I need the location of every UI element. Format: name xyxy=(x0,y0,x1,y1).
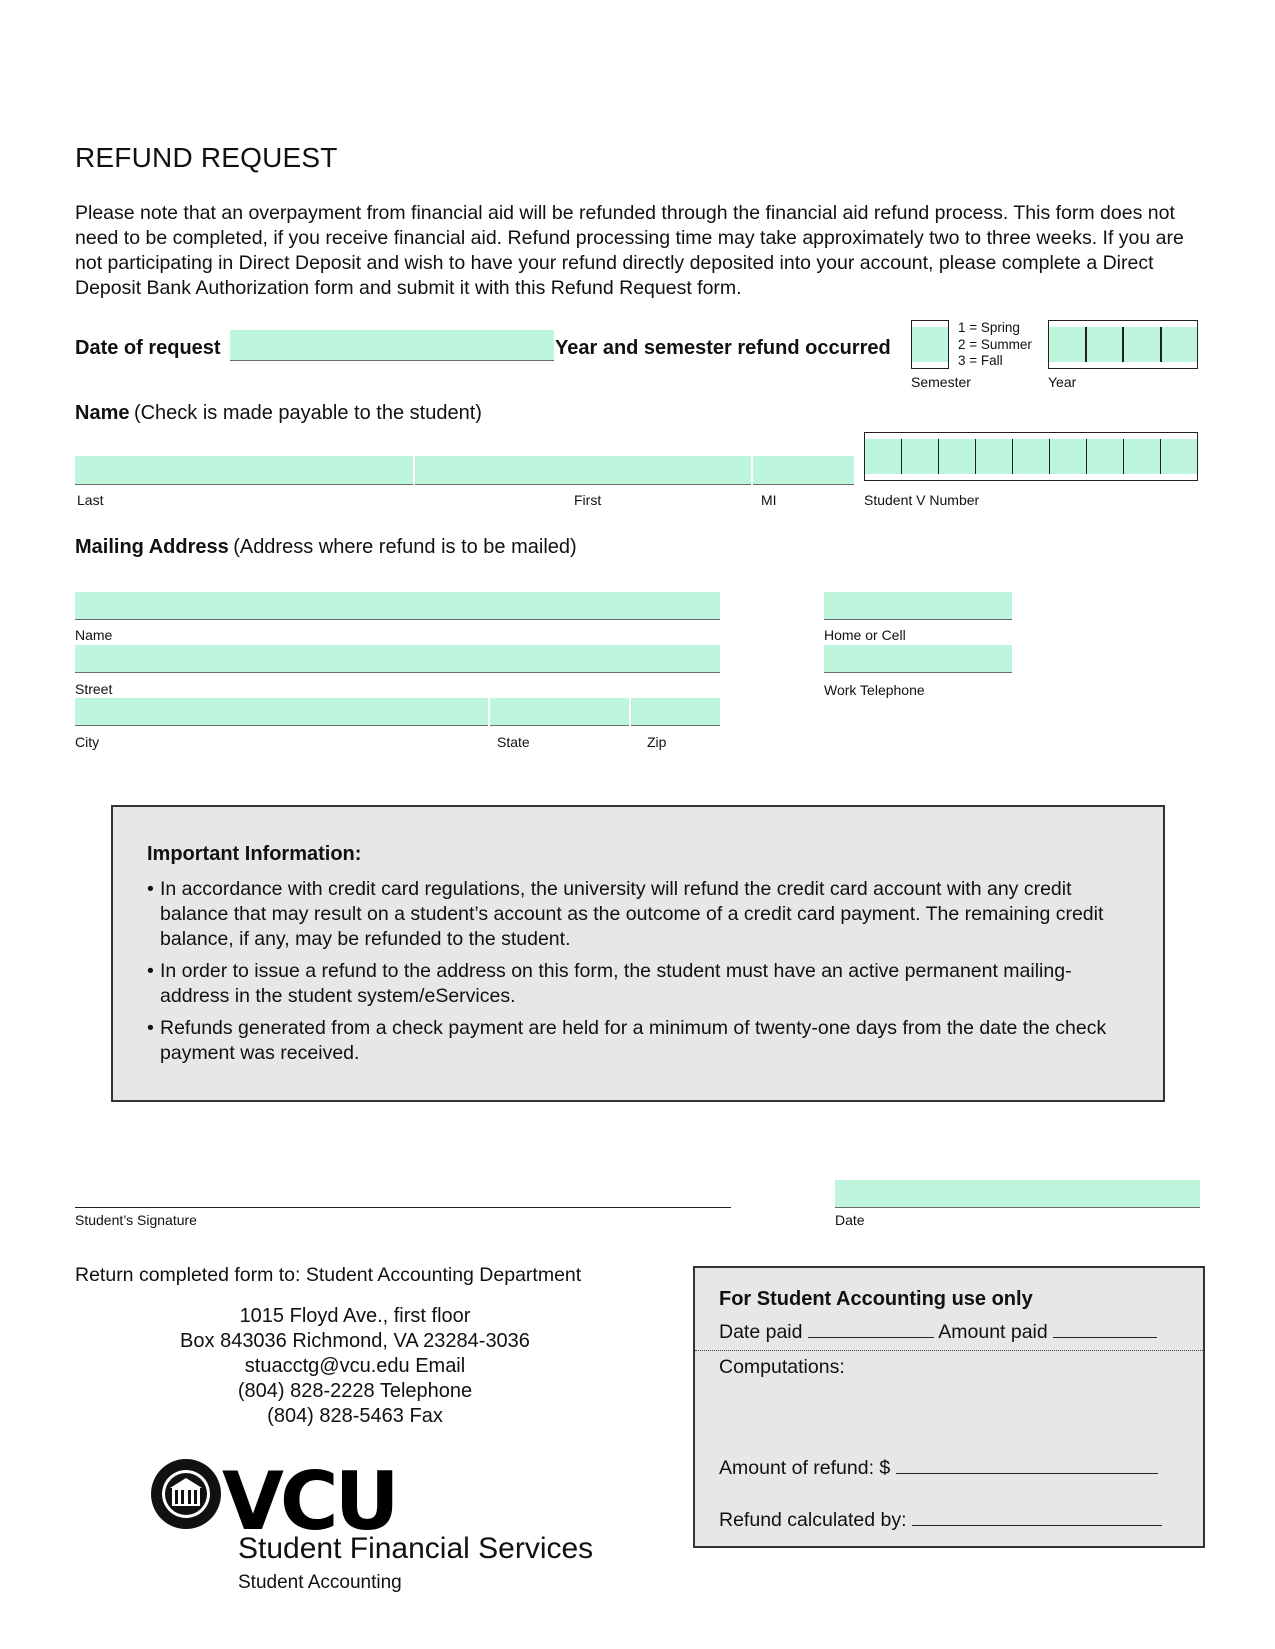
home-phone-label: Home or Cell xyxy=(824,627,906,643)
calculated-by-line[interactable] xyxy=(912,1508,1162,1526)
return-to-text: Return completed form to: Student Accounting Department xyxy=(75,1264,582,1286)
signature-label: Student’s Signature xyxy=(75,1212,197,1228)
address-line: 1015 Floyd Ave., first floor xyxy=(239,1305,471,1327)
year-caption: Year xyxy=(1048,374,1077,390)
legend-fall: 3 = Fall xyxy=(958,353,1003,368)
city-label: City xyxy=(75,734,100,750)
work-phone-label: Work Telephone xyxy=(824,682,925,698)
calculated-by-label: Refund calculated by: xyxy=(719,1509,907,1531)
state-label: State xyxy=(497,734,530,750)
year-digit-4[interactable] xyxy=(1161,327,1198,362)
v-digit[interactable] xyxy=(1160,439,1197,474)
semester-legend xyxy=(958,320,1032,370)
legend-summer: 2 = Summer xyxy=(958,336,1032,352)
amount-paid-line[interactable] xyxy=(1053,1320,1157,1338)
address-line: Box 843036 Richmond, VA 23284-3036 xyxy=(180,1330,530,1352)
v-digit[interactable] xyxy=(938,439,975,474)
work-phone-field[interactable] xyxy=(824,645,1012,673)
zip-field[interactable] xyxy=(631,698,720,726)
office-use-box xyxy=(693,1266,1205,1548)
student-v-number-label: Student V Number xyxy=(864,492,980,508)
return-address xyxy=(140,1304,570,1429)
dotted-divider xyxy=(695,1350,1203,1351)
page-title: REFUND REQUEST xyxy=(75,142,338,173)
important-item: • In order to issue a refund to the address on this form, the student must have an active permanent mailing-address in the student system/eServices. xyxy=(147,959,1127,1009)
first-name-field[interactable] xyxy=(415,456,751,485)
important-info-box xyxy=(111,805,1165,1102)
legend-spring: 1 = Spring xyxy=(958,320,1020,335)
v-digit[interactable] xyxy=(1049,439,1086,474)
state-field[interactable] xyxy=(490,698,629,726)
name-heading-bold: Name xyxy=(75,402,130,424)
date-of-request-field[interactable] xyxy=(230,330,554,361)
zip-label: Zip xyxy=(647,734,667,750)
year-digit-2[interactable] xyxy=(1086,327,1124,362)
signature-date-field[interactable] xyxy=(835,1180,1200,1208)
street-field[interactable] xyxy=(75,645,720,673)
amount-refund-line[interactable] xyxy=(896,1456,1158,1474)
intro-paragraph: Please note that an overpayment from financial aid will be refunded through the financial aid refund process. This form does not need to be completed, if you receive financial aid. Refund processing time may take approximately two to three weeks. If you are not participating in Direct Deposit and wish to have your refund directly deposited into your account, please complete a Direct Deposit Bank Authorization form and submit it with this Refund Request form. xyxy=(75,202,1184,299)
date-paid-row xyxy=(719,1320,1157,1344)
mailing-address-note: (Address where refund is to be mailed) xyxy=(233,536,577,558)
important-item: • Refunds generated from a check payment are held for a minimum of twenty-one days from the date the check payment was received. xyxy=(147,1016,1127,1066)
year-digit-1[interactable] xyxy=(1049,327,1086,362)
mi-label: MI xyxy=(761,492,777,508)
v-digit[interactable] xyxy=(975,439,1012,474)
city-field[interactable] xyxy=(75,698,488,726)
mailing-address-heading xyxy=(75,536,577,559)
amount-refund-row xyxy=(719,1456,1158,1480)
computations-label: Computations: xyxy=(719,1356,845,1378)
year-digit-3[interactable] xyxy=(1123,327,1161,362)
email-line: stuacctg@vcu.edu Email xyxy=(244,1355,466,1377)
semester-box[interactable] xyxy=(911,320,949,369)
v-digit[interactable] xyxy=(1086,439,1123,474)
semester-caption: Semester xyxy=(911,374,971,390)
home-phone-field[interactable] xyxy=(824,592,1012,620)
important-info-list xyxy=(147,877,1127,1073)
amount-refund-label: Amount of refund: $ xyxy=(719,1457,891,1479)
vcu-seal-icon xyxy=(150,1458,222,1530)
important-item: • In accordance with credit card regulations, the university will refund the credit card account with any credit balance that may result on a student’s account as the outcome of a credit card payment. The remaining credit balance, if any, may be refunded to the student. xyxy=(147,877,1127,952)
unit-name: Student Financial Services xyxy=(238,1532,594,1565)
signature-date-label: Date xyxy=(835,1212,865,1228)
date-of-request-label: Date of request xyxy=(75,337,221,359)
year-boxes[interactable] xyxy=(1048,320,1198,369)
amount-paid-label: Amount paid xyxy=(938,1321,1048,1343)
last-name-field[interactable] xyxy=(75,456,413,485)
date-paid-line[interactable] xyxy=(808,1320,934,1338)
last-label: Last xyxy=(77,492,104,508)
mailing-address-bold: Mailing Address xyxy=(75,536,229,558)
name-heading xyxy=(75,402,482,425)
v-digit[interactable] xyxy=(901,439,938,474)
v-digit[interactable] xyxy=(865,439,901,474)
v-digit[interactable] xyxy=(1123,439,1160,474)
mail-name-field[interactable] xyxy=(75,592,720,620)
office-use-heading: For Student Accounting use only xyxy=(719,1288,1033,1310)
subunit-name: Student Accounting xyxy=(238,1572,402,1593)
name-heading-note: (Check is made payable to the student) xyxy=(133,402,482,424)
student-v-number-boxes[interactable] xyxy=(864,432,1198,481)
semester-year-label: Year and semester refund occurred xyxy=(555,337,891,359)
calculated-by-row xyxy=(719,1508,1162,1532)
semester-cell[interactable] xyxy=(912,327,948,362)
telephone-line: (804) 828-2228 Telephone xyxy=(237,1380,473,1402)
date-paid-label: Date paid xyxy=(719,1321,803,1343)
first-label: First xyxy=(574,492,602,508)
fax-line: (804) 828-5463 Fax xyxy=(267,1405,443,1427)
mi-field[interactable] xyxy=(753,456,854,485)
vcu-wordmark: VCU xyxy=(222,1455,396,1548)
important-info-heading: Important Information: xyxy=(147,843,362,865)
signature-line[interactable] xyxy=(75,1188,731,1208)
street-label: Street xyxy=(75,681,113,697)
v-digit[interactable] xyxy=(1012,439,1049,474)
mail-name-label: Name xyxy=(75,627,113,643)
